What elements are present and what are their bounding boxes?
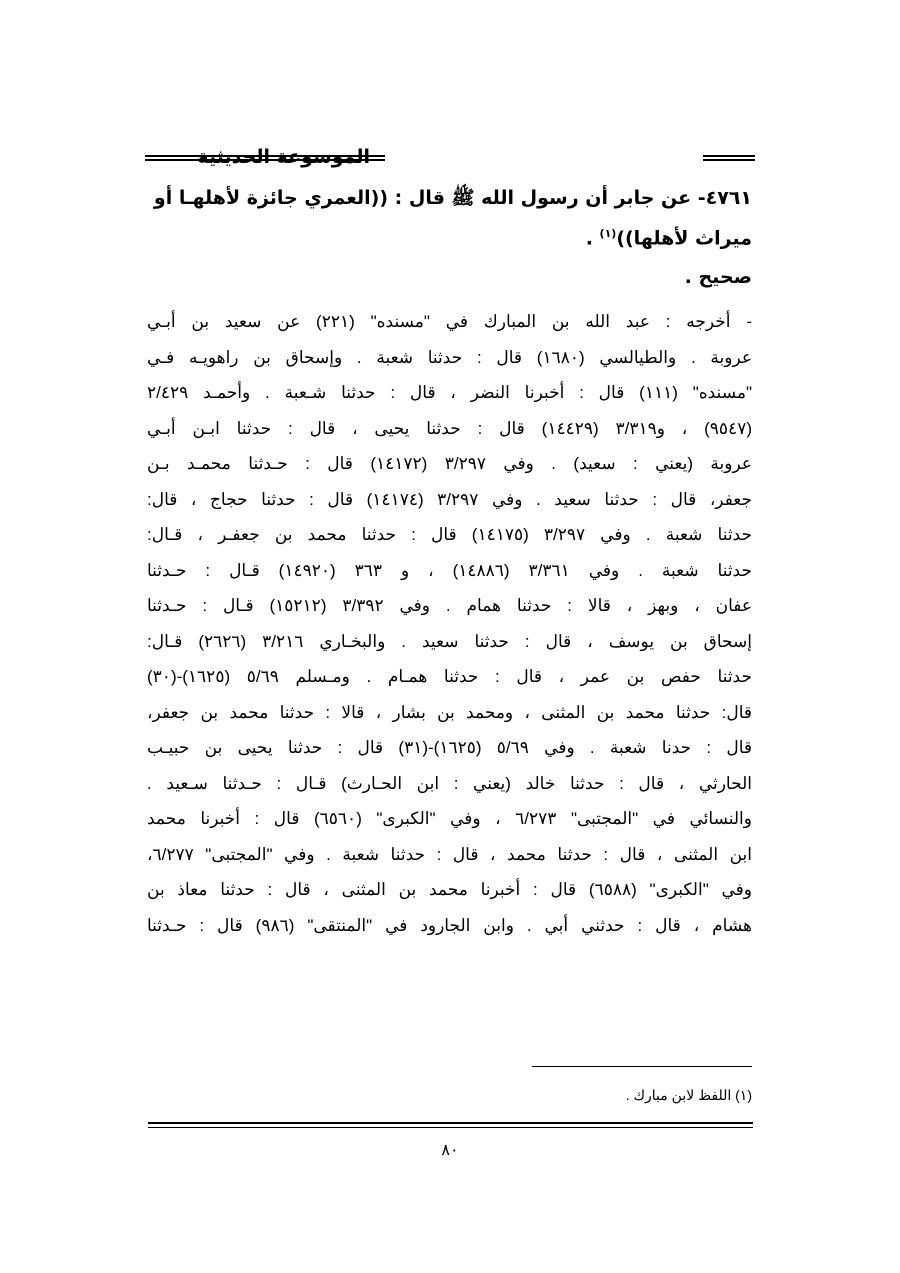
hadith-grade: صحيح . <box>684 266 752 288</box>
takhrij-line: عروبة . والطيالسي (١٦٨٠) قال : حدثنا شعبة . وإسحاق بن راهويـه فـي <box>147 347 752 367</box>
takhrij-line: جعفر، قال : حدثنا سعيد . وفي ٣/٢٩٧ (١٤١٧٤) قال : حدثنا حجاج ، قال: <box>147 489 752 509</box>
takhrij-line: قال : حدنا شعبة . وفي ٥/٦٩ (١٦٢٥)-(٣١) قال : حدثنا يحيى بن حبيـب <box>147 738 752 757</box>
header-rule-right <box>703 155 755 161</box>
takhrij-line: (٩٥٤٧) ، و٣/٣١٩ (١٤٤٢٩) قال : حدثنا يحيى ، قال : حدثنا ابـن أبـي <box>147 418 752 438</box>
takhrij-line: "مسنده" (١١١) قال : أخبرنا النضر ، قال : حدثنا شـعبة . وأحمـد ٢/٤٢٩ <box>147 383 752 402</box>
takhrij-line: إسحاق بن يوسف ، قال : حدثنا سعيد . والبخـاري ٣/٢١٦ (٢٦٢٦) قـال: <box>147 631 752 651</box>
takhrij-line: والنسائي في "المجتبى" ٦/٢٧٣ ، وفي "الكبرى" (٦٥٦٠) قال : أخبرنا محمد <box>147 809 752 828</box>
footer-rule-thin <box>148 1127 753 1128</box>
hadith-text <box>147 180 752 256</box>
hadith-line-2-end: . <box>585 227 600 250</box>
footnote-text: (١) اللفظ لابن مبارك . <box>625 1087 752 1103</box>
page-header <box>145 142 755 172</box>
page-number: ٨٠ <box>441 1142 459 1159</box>
footnote-marker[interactable]: (١) <box>599 227 617 240</box>
hadith-line-1: ٤٧٦١- عن جابر أن رسول الله ﷺ قال : ((العمري جائزة لأهلهـا أو <box>153 187 752 209</box>
takhrij-line: الحارثي ، قال : حدثنا خالد (يعني : ابن الحـارث) قـال : حـدثنا سـعيد . <box>147 773 752 793</box>
takhrij-line: ابن المثنى ، قال : حدثنا محمد ، قال : حدثنا شعبة . وفي "المجتبى" ٦/٢٧٧، <box>147 844 752 864</box>
takhrij-line: - أخرجه : عبد الله بن المبارك في "مسنده" (٢٢١) عن سعيد بن أبـي <box>147 312 752 331</box>
takhrij-line: وفي "الكبرى" (٦٥٨٨) قال : أخبرنا محمد بن المثنى ، قال : حدثنا معاذ بن <box>147 880 752 899</box>
takhrij-line: حدثنا شعبة . وفي ٣/٢٩٧ (١٤١٧٥) قال : حدثنا محمد بن جعفـر ، قـال: <box>147 525 752 544</box>
takhrij-paragraph <box>147 304 752 943</box>
takhrij-line: عفان ، وبهز ، قالا : حدثنا همام . وفي ٣/٣٩٢ (١٥٢١٢) قـال : حـدثنا <box>147 596 752 615</box>
takhrij-line: حدثنا حفص بن عمر ، قال : حدثنا همـام . ومـسلم ٥/٦٩ (١٦٢٥)-(٣٠) <box>147 667 752 686</box>
hadith-line-2 <box>147 216 752 256</box>
header-rule-left <box>145 155 385 161</box>
footnote-separator <box>532 1066 752 1067</box>
takhrij-line: قال: حدثنا محمد بن المثنى ، ومحمد بن بشار ، قالا : حدثنا محمد بن جعفر، <box>147 702 752 722</box>
takhrij-line: حدثنا شعبة . وفي ٣/٣٦١ (١٤٨٨٦) ، و ٣٦٣ (١٤٩٢٠) قـال : حـدثنا <box>147 560 752 580</box>
takhrij-line: هشام ، قال : حدثني أبي . وابن الجارود في "المنتقى" (٩٨٦) قال : حـدثنا <box>147 915 752 935</box>
takhrij-line: عروبة (يعني : سعيد) . وفي ٣/٢٩٧ (١٤١٧٢) قال : حـدثنا محمـد بـن <box>147 454 753 473</box>
header-title: الموسوعة الحديثية <box>197 146 370 168</box>
hadith-line-2-text: ميراث لأهلها)) <box>616 227 752 250</box>
footer-rule-thick <box>148 1122 753 1124</box>
